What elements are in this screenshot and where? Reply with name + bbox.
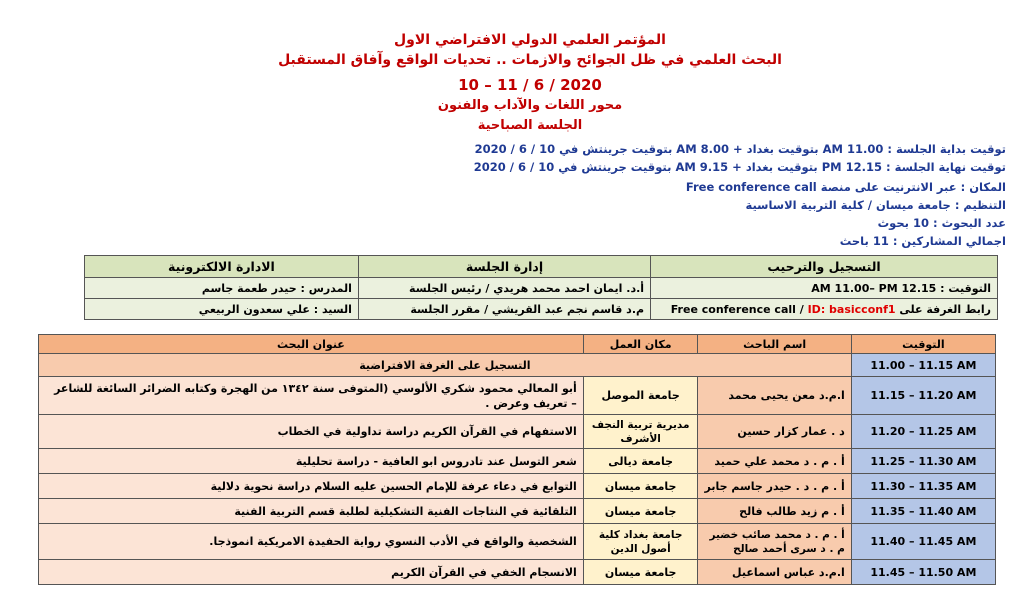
management-header-row bbox=[85, 256, 998, 278]
table-row bbox=[39, 499, 996, 524]
workplace: جامعة ميسان bbox=[583, 499, 698, 524]
slot-time: 11.30 – 11.35 AM bbox=[851, 474, 995, 499]
header-paper-title: عنوان البحث bbox=[39, 335, 584, 354]
slot-time: 11.20 – 11.25 AM bbox=[851, 415, 995, 449]
session-end-time: توقيت نهاية الجلسة : PM 12.15 بتوقيت بغداد + AM 9.15 بتوقيت جرينتش في 10 / 6 / 2020 bbox=[473, 160, 1006, 174]
workplace: جامعة الموصل bbox=[583, 377, 698, 415]
conference-title: المؤتمر العلمي الدولي الافتراضي الاول bbox=[394, 32, 666, 48]
table-row bbox=[39, 449, 996, 474]
registration-slot-title: التسجيل على الغرفة الافتراضية bbox=[39, 354, 852, 377]
management-table bbox=[84, 255, 998, 320]
researcher-name: أ . م . د محمد علي حميد bbox=[698, 449, 851, 474]
paper-title: شعر التوسل عند تادروس ابو العافية - دراسة تحليلية bbox=[39, 449, 584, 474]
slot-time: 11.25 – 11.30 AM bbox=[851, 449, 995, 474]
header-researcher: اسم الباحث bbox=[698, 335, 851, 354]
paper-title: التوابع في دعاء عرفة للإمام الحسين عليه السلام دراسة نحوية دلالية bbox=[39, 474, 584, 499]
paper-title: الاستفهام في القرآن الكريم دراسة تداولية في الخطاب bbox=[39, 415, 584, 449]
schedule-header-row bbox=[39, 335, 996, 354]
conference-date: 10 – 11 / 6 / 2020 bbox=[458, 76, 602, 94]
slot-time: 11.15 – 11.20 AM bbox=[851, 377, 995, 415]
session-axis: محور اللغات والآداب والفنون bbox=[437, 98, 623, 113]
researcher-name: ا.م.د معن يحيى محمد bbox=[698, 377, 851, 415]
header-workplace: مكان العمل bbox=[583, 335, 698, 354]
table-row bbox=[39, 474, 996, 499]
session-name: الجلسة الصباحية bbox=[477, 118, 583, 133]
registration-row bbox=[39, 354, 996, 377]
workplace: جامعة بغداد كلية أصول الدين bbox=[583, 524, 698, 560]
participants-count: اجمالي المشاركين : 11 باحث bbox=[839, 234, 1006, 248]
room-link bbox=[651, 299, 998, 320]
header-session-management: إدارة الجلسة bbox=[358, 256, 650, 278]
session-organizer: التنظيم : جامعة ميسان / كلية التربية الاساسية bbox=[745, 198, 1006, 212]
workplace: جامعة ديالى bbox=[583, 449, 698, 474]
room-id: ID: basicconf1 bbox=[807, 302, 896, 316]
session-rapporteur: م.د قاسم نجم عبد القريشي / مقرر الجلسة bbox=[358, 299, 650, 320]
e-admin-mister: السيد : علي سعدون الربيعي bbox=[85, 299, 359, 320]
workplace: مديرية تربية النجف الأشرف bbox=[583, 415, 698, 449]
table-row bbox=[39, 560, 996, 585]
table-row bbox=[39, 377, 996, 415]
slot-time: 11.40 – 11.45 AM bbox=[851, 524, 995, 560]
conference-theme: البحث العلمي في ظل الجوائح والازمات .. تحديات الواقع وآفاق المستقبل bbox=[278, 52, 782, 68]
e-admin-teacher: المدرس : حيدر طعمة جاسم bbox=[85, 278, 359, 299]
management-row bbox=[85, 299, 998, 320]
registration-time: التوقيت : AM 11.00– PM 12.15 bbox=[651, 278, 998, 299]
room-link-label: رابط الغرفة على Free conference call / bbox=[670, 302, 991, 316]
schedule-table bbox=[38, 334, 996, 585]
paper-title: أبو المعالي محمود شكري الألوسي (المتوفى سنة ١٣٤٢ من الهجرة وكتابه الضرائر السائغة للشاعر – تعريف وعرض . bbox=[39, 377, 584, 415]
workplace: جامعة ميسان bbox=[583, 474, 698, 499]
session-chair: أ.د. ايمان احمد محمد هريدي / رئيس الجلسة bbox=[358, 278, 650, 299]
researcher-name: أ . م زيد طالب فالح bbox=[698, 499, 851, 524]
table-row bbox=[39, 415, 996, 449]
header-time: التوقيت bbox=[851, 335, 995, 354]
session-location: المكان : عبر الانترنيت على منصة Free conference call bbox=[685, 180, 1006, 194]
table-row bbox=[39, 524, 996, 560]
header-registration: التسجيل والترحيب bbox=[651, 256, 998, 278]
researcher-name: أ . م . د محمد صائب خضير م . د سرى أحمد صالح bbox=[698, 524, 851, 560]
slot-time: 11.35 – 11.40 AM bbox=[851, 499, 995, 524]
papers-count: عدد البحوث : 10 بحوث bbox=[877, 216, 1006, 230]
paper-title: الانسجام الخفي في القرآن الكريم bbox=[39, 560, 584, 585]
paper-title: الشخصية والواقع في الأدب النسوي رواية الحفيدة الامريكية انموذجا. bbox=[39, 524, 584, 560]
management-row bbox=[85, 278, 998, 299]
workplace: جامعة ميسان bbox=[583, 560, 698, 585]
researcher-name: د . عمار كزار حسين bbox=[698, 415, 851, 449]
session-start-time: توقيت بداية الجلسة : AM 11.00 بتوقيت بغداد + AM 8.00 بتوقيت جرينتش في 10 / 6 / 2020 bbox=[474, 142, 1006, 156]
paper-title: التلقائية في النتاجات الفنية التشكيلية لطلبة قسم التربية الفنية bbox=[39, 499, 584, 524]
registration-slot-time: 11.00 – 11.15 AM bbox=[851, 354, 995, 377]
slot-time: 11.45 – 11.50 AM bbox=[851, 560, 995, 585]
header-e-management: الادارة الالكترونية bbox=[85, 256, 359, 278]
researcher-name: ا.م.د عباس اسماعيل bbox=[698, 560, 851, 585]
researcher-name: أ . م . د . حيدر جاسم جابر bbox=[698, 474, 851, 499]
